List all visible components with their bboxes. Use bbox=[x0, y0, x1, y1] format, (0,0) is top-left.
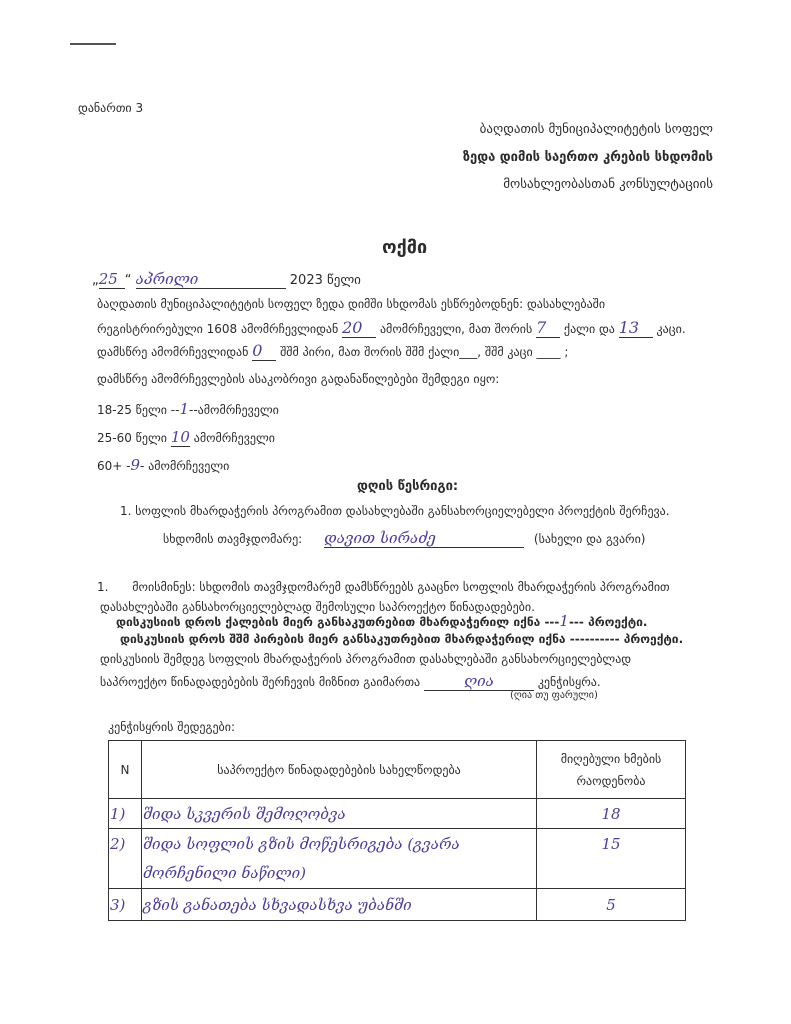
age-suffix: - ამომრჩეველი bbox=[140, 459, 230, 473]
row-number: 2) bbox=[109, 829, 142, 859]
agenda-heading: დღის წესრიგი: bbox=[357, 479, 459, 494]
age-suffix: --ამომრჩეველი bbox=[189, 403, 279, 417]
chair-label: სხდომის თავმჯდომარე: bbox=[163, 532, 303, 546]
hearing-line-1 bbox=[97, 580, 670, 594]
results-heading: კენჭისყრის შედეგები: bbox=[108, 720, 236, 734]
header-line-3: მოსახლეობასთან კონსულტაციის bbox=[503, 177, 713, 192]
row-votes bbox=[537, 859, 686, 889]
results-header-row bbox=[109, 741, 686, 799]
age-count: 1 bbox=[179, 400, 189, 418]
intro-registered: რეგისტრირებული 1608 ამომრჩევლიდან bbox=[97, 322, 339, 336]
chair-name: დავით სირაძე bbox=[324, 529, 524, 548]
col-votes-header-line-1: მიღებული ხმების bbox=[560, 751, 662, 766]
row-votes: 5 bbox=[537, 889, 686, 921]
hearing-text-1: მოისმინეს: სხდომის თავმჯდომარემ დამსწრეებს გააცნო სოფლის მხარდაჭერის პროგრამით bbox=[132, 580, 670, 594]
row-project-name: გზის განათება სხვადასხვა უბანში bbox=[142, 889, 537, 921]
row-number bbox=[109, 859, 142, 889]
women-count: 7 bbox=[536, 318, 560, 338]
age-suffix: ამომრჩეველი bbox=[193, 431, 275, 445]
hearing-line-2: დასახლებაში განსახორციელებლად შემოსული საპროექტო წინადადებები. bbox=[100, 600, 535, 614]
women-support-value: 1 bbox=[559, 612, 569, 630]
hearing-line-5: დისკუსიის შემდეგ სოფლის მხარდაჭერის პროგრამით დასახლებაში განსახორციელებლად bbox=[100, 652, 632, 666]
age-count: 10 bbox=[170, 428, 190, 446]
document-title: ოქმი bbox=[382, 237, 428, 258]
chair-line bbox=[163, 529, 645, 548]
vote-type-text: საპროექტო წინადადებების შერჩევის მიზნით გაიმართა bbox=[100, 675, 421, 689]
agenda-item-1: 1. სოფლის მხარდაჭერის პროგრამით დასახლებაში განსახორციელებელი პროექტის შერჩევა. bbox=[120, 504, 670, 518]
intro-women-label: ქალი და bbox=[563, 322, 615, 336]
chair-note: (სახელი და გვარი) bbox=[533, 532, 646, 546]
women-support-text: დისკუსიის დროს ქალების მიერ განსაკუთრებით მხარდაჭერილ იქნა --- bbox=[116, 615, 560, 629]
header-line-1: ბაღდათის მუნიციპალიტეტის სოფელ bbox=[479, 122, 713, 137]
table-row bbox=[109, 889, 686, 921]
vote-type-suffix: კენჭისყრა. bbox=[537, 675, 601, 689]
age-range-label: 18-25 წელი -- bbox=[97, 403, 180, 417]
intro-line-3 bbox=[97, 341, 568, 361]
col-votes-header bbox=[537, 741, 686, 799]
hearing-line-3 bbox=[116, 612, 647, 630]
row-project-name: შიდა სოფლის გზის მოწესრიგება (გვარა bbox=[142, 829, 537, 859]
age-row-60-plus bbox=[97, 456, 229, 474]
intro-line-2 bbox=[97, 318, 686, 338]
row-project-name: შიდა სკვერის შემოღობვა bbox=[142, 799, 537, 829]
age-row-18-25 bbox=[97, 400, 279, 418]
date-year: 2023 წელი bbox=[289, 273, 361, 288]
col-number-header: N bbox=[109, 741, 142, 799]
date-line: „25 “ აპრილი 2023 წელი bbox=[92, 270, 361, 288]
col-name-header: საპროექტო წინადადებების სახელწოდება bbox=[142, 741, 537, 799]
age-count: 9 bbox=[130, 456, 141, 474]
intro-line-1: ბაღდათის მუნიციპალიტეტის სოფელ ზედა დიმში სხდომას ესწრებოდნენ: დასახლებაში bbox=[97, 297, 606, 311]
col-votes-header-line-2: რაოდენობა bbox=[576, 773, 646, 788]
hearing-line-4: დისკუსიის დროს შშმ პირების მიერ განსაკუთრებით მხარდაჭერილ იქნა ---------- პროექტი. bbox=[120, 632, 684, 646]
header-line-2: ზედა დიმის საერთო კრების სხდომის bbox=[462, 150, 713, 165]
men-count: 13 bbox=[619, 318, 653, 338]
row-votes: 15 bbox=[537, 829, 686, 859]
table-row bbox=[109, 859, 686, 889]
row-number: 3) bbox=[109, 889, 142, 921]
annex-label: დანართი 3 bbox=[78, 101, 144, 115]
date-month: აპრილი bbox=[136, 270, 286, 289]
row-number: 1) bbox=[109, 799, 142, 829]
intro-pwd-text: შშმ პირი, მათ შორის შშმ ქალი___, შშმ კაცი ____ ; bbox=[280, 345, 569, 359]
row-votes: 18 bbox=[537, 799, 686, 829]
vote-type-note: (ღია თუ ფარული) bbox=[510, 690, 598, 701]
date-day: 25 bbox=[99, 270, 125, 289]
vote-type-value: ღია bbox=[424, 672, 534, 691]
intro-among: ამომრჩეველი, მათ შორის bbox=[379, 322, 533, 336]
table-row bbox=[109, 829, 686, 859]
women-support-suffix: --- პროექტი. bbox=[568, 615, 648, 629]
top-scan-mark bbox=[70, 43, 116, 45]
age-row-25-60 bbox=[97, 428, 275, 447]
hearing-line-6 bbox=[100, 672, 601, 691]
intro-attendees-of: დამსწრე ამომრჩევლიდან bbox=[97, 345, 249, 359]
results-table bbox=[108, 740, 686, 921]
intro-men-label: კაცი. bbox=[656, 322, 686, 336]
attendees-count: 20 bbox=[342, 318, 376, 338]
age-range-label: 60+ - bbox=[97, 459, 131, 473]
age-range-label: 25-60 წელი bbox=[97, 431, 167, 445]
pwd-count: 0 bbox=[252, 341, 276, 361]
age-intro: დამსწრე ამომრჩევლების ასაკობრივი გადანაწილებები შემდეგი იყო: bbox=[97, 372, 500, 386]
table-row bbox=[109, 799, 686, 829]
row-project-name: მორჩენილი ნაწილი) bbox=[142, 859, 537, 889]
hearing-number: 1. bbox=[97, 580, 109, 594]
